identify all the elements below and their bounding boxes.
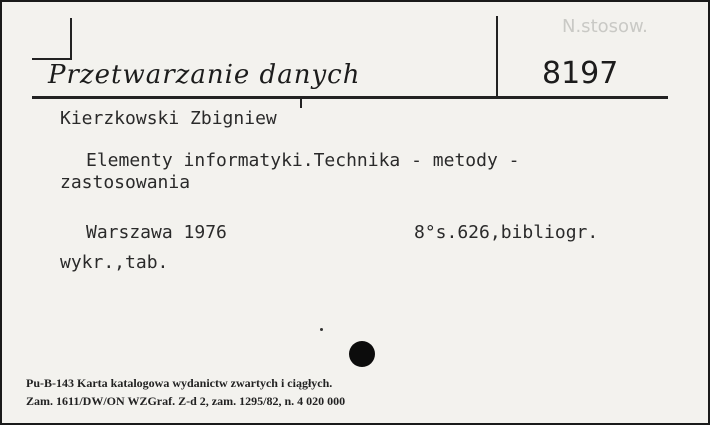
title-line-1: Elementy informatyki.Technika - metody -: [86, 150, 520, 171]
corner-mark: [32, 18, 72, 60]
rule-tick: [300, 96, 302, 108]
vertical-rule: [496, 16, 498, 98]
subject-heading: Przetwarzanie danych: [48, 60, 361, 90]
imprint: Warszawa 1976: [86, 222, 227, 243]
author-line: Kierzkowski Zbigniew: [60, 108, 277, 129]
footer-line-2: Zam. 1611/DW/ON WZGraf. Z-d 2, zam. 1295/82, n. 4 020 000: [26, 394, 346, 408]
faded-stamp: N.stosow.: [562, 16, 648, 37]
physical-description-1: 8°s.626,bibliogr.: [414, 222, 599, 243]
horizontal-rule: [32, 96, 668, 99]
physical-description-2: wykr.,tab.: [60, 252, 169, 273]
ink-dot: [320, 328, 323, 331]
call-number: 8197: [542, 56, 619, 91]
footer-line-1: Pu-B-143 Karta katalogowa wydanictw zwartych i ciągłych.: [26, 376, 333, 390]
title-line-2: zastosowania: [60, 172, 191, 193]
punch-hole: [349, 341, 375, 367]
